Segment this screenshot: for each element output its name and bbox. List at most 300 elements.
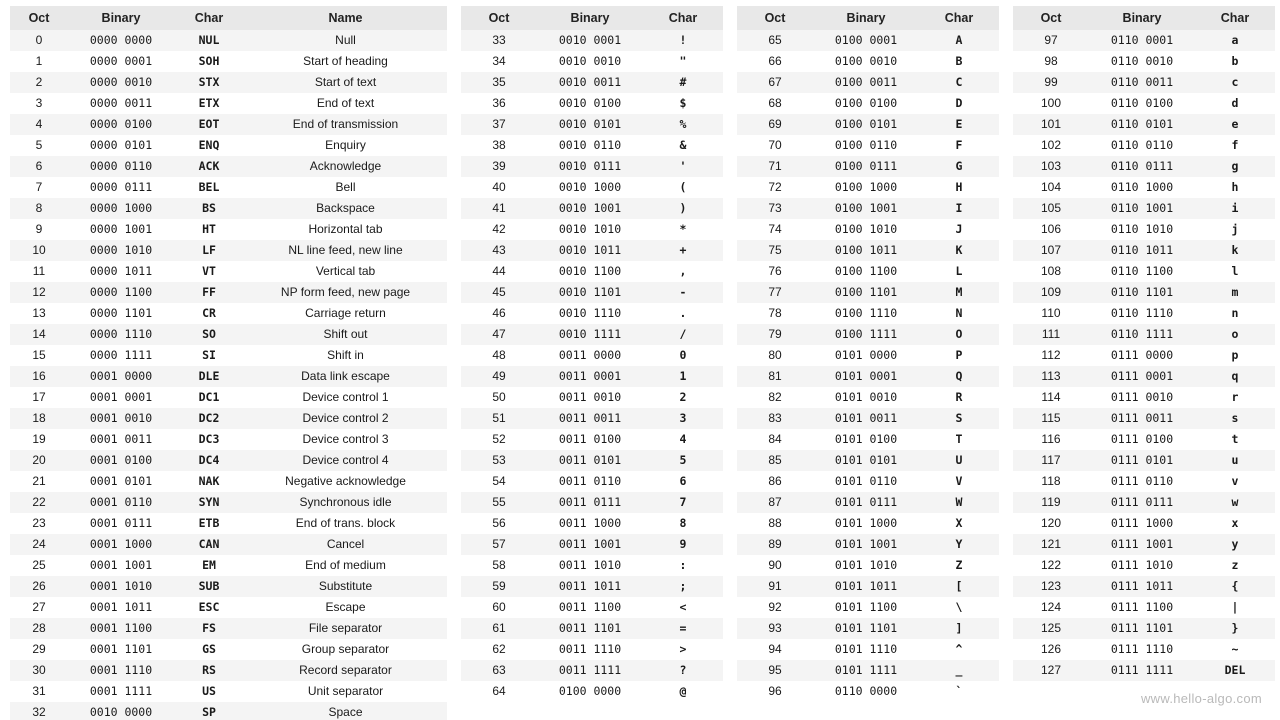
cell-bin: 0000 0100 (68, 114, 174, 135)
column-header-binary: Binary (813, 6, 919, 30)
cell-bin: 0110 1000 (1089, 177, 1195, 198)
cell-bin: 0011 0011 (537, 408, 643, 429)
cell-bin: 0100 0000 (537, 681, 643, 702)
cell-bin: 0101 0001 (813, 366, 919, 387)
cell-oct: 15 (10, 345, 68, 366)
cell-bin: 0011 0100 (537, 429, 643, 450)
table-row (10, 576, 447, 597)
table-row (737, 93, 999, 114)
cell-bin: 0101 1100 (813, 597, 919, 618)
cell-name: Vertical tab (244, 261, 447, 282)
cell-chr: DLE (174, 366, 244, 387)
table-row (10, 471, 447, 492)
cell-chr: # (643, 72, 723, 93)
cell-bin: 0111 1101 (1089, 618, 1195, 639)
cell-chr: + (643, 240, 723, 261)
cell-oct: 14 (10, 324, 68, 345)
cell-name: Device control 3 (244, 429, 447, 450)
cell-chr: f (1195, 135, 1275, 156)
cell-oct: 13 (10, 303, 68, 324)
table-row (737, 282, 999, 303)
table-row (461, 282, 723, 303)
cell-bin: 0101 0111 (813, 492, 919, 513)
cell-chr: V (919, 471, 999, 492)
cell-name: Group separator (244, 639, 447, 660)
cell-bin: 0110 1101 (1089, 282, 1195, 303)
table-row (10, 303, 447, 324)
cell-bin: 0000 1011 (68, 261, 174, 282)
column-header-char: Char (919, 6, 999, 30)
cell-chr: " (643, 51, 723, 72)
table-row (1013, 660, 1275, 681)
cell-bin: 0010 0110 (537, 135, 643, 156)
cell-chr: VT (174, 261, 244, 282)
column-header-oct: Oct (461, 6, 537, 30)
cell-oct: 55 (461, 492, 537, 513)
column-header-char: Char (643, 6, 723, 30)
cell-bin: 0001 1111 (68, 681, 174, 702)
cell-oct: 62 (461, 639, 537, 660)
cell-chr: SO (174, 324, 244, 345)
cell-oct: 103 (1013, 156, 1089, 177)
cell-oct: 41 (461, 198, 537, 219)
cell-name: Start of heading (244, 51, 447, 72)
table-row (10, 240, 447, 261)
cell-bin: 0110 1010 (1089, 219, 1195, 240)
cell-oct: 91 (737, 576, 813, 597)
cell-chr: _ (919, 660, 999, 681)
cell-chr: SYN (174, 492, 244, 513)
cell-bin: 0001 0111 (68, 513, 174, 534)
cell-chr: T (919, 429, 999, 450)
cell-oct: 115 (1013, 408, 1089, 429)
cell-oct: 18 (10, 408, 68, 429)
cell-chr: STX (174, 72, 244, 93)
cell-bin: 0100 1110 (813, 303, 919, 324)
cell-chr: GS (174, 639, 244, 660)
cell-bin: 0111 0110 (1089, 471, 1195, 492)
cell-bin: 0001 0000 (68, 366, 174, 387)
cell-oct: 57 (461, 534, 537, 555)
column-header-name: Name (244, 6, 447, 30)
table-row (10, 555, 447, 576)
cell-name: Device control 2 (244, 408, 447, 429)
cell-bin: 0100 0110 (813, 135, 919, 156)
cell-bin: 0010 0100 (537, 93, 643, 114)
cell-bin: 0000 1001 (68, 219, 174, 240)
cell-chr: 8 (643, 513, 723, 534)
cell-oct: 30 (10, 660, 68, 681)
column-header-oct: Oct (737, 6, 813, 30)
table-row (1013, 576, 1275, 597)
cell-chr: NUL (174, 30, 244, 51)
table-row (1013, 492, 1275, 513)
cell-oct: 72 (737, 177, 813, 198)
table-row (10, 492, 447, 513)
cell-oct: 76 (737, 261, 813, 282)
table-row (461, 51, 723, 72)
table-header-row (1013, 6, 1275, 30)
cell-chr: s (1195, 408, 1275, 429)
cell-bin: 0101 1000 (813, 513, 919, 534)
table-row (737, 639, 999, 660)
cell-chr: Q (919, 366, 999, 387)
cell-bin: 0101 0011 (813, 408, 919, 429)
cell-name: Enquiry (244, 135, 447, 156)
table-row (461, 387, 723, 408)
cell-name: Carriage return (244, 303, 447, 324)
column-header-oct: Oct (10, 6, 68, 30)
cell-oct: 68 (737, 93, 813, 114)
cell-bin: 0011 0000 (537, 345, 643, 366)
table-row (10, 366, 447, 387)
cell-chr: t (1195, 429, 1275, 450)
cell-oct: 97 (1013, 30, 1089, 51)
table-row (737, 681, 999, 702)
table-row (461, 177, 723, 198)
table-row (461, 114, 723, 135)
table-row (461, 303, 723, 324)
cell-oct: 113 (1013, 366, 1089, 387)
cell-oct: 58 (461, 555, 537, 576)
cell-name: NL line feed, new line (244, 240, 447, 261)
cell-name: Negative acknowledge (244, 471, 447, 492)
cell-bin: 0111 0111 (1089, 492, 1195, 513)
cell-chr: EOT (174, 114, 244, 135)
cell-chr: 6 (643, 471, 723, 492)
cell-name: End of medium (244, 555, 447, 576)
cell-chr: CAN (174, 534, 244, 555)
cell-oct: 24 (10, 534, 68, 555)
table-row (737, 576, 999, 597)
cell-chr: W (919, 492, 999, 513)
cell-oct: 27 (10, 597, 68, 618)
table-row (737, 240, 999, 261)
cell-oct: 107 (1013, 240, 1089, 261)
cell-chr: K (919, 240, 999, 261)
cell-chr: ^ (919, 639, 999, 660)
cell-chr: i (1195, 198, 1275, 219)
cell-oct: 119 (1013, 492, 1089, 513)
table-row (10, 534, 447, 555)
cell-chr: E (919, 114, 999, 135)
cell-bin: 0100 1011 (813, 240, 919, 261)
cell-bin: 0000 0101 (68, 135, 174, 156)
cell-chr: } (1195, 618, 1275, 639)
cell-chr: 7 (643, 492, 723, 513)
ascii-blocks-container (10, 6, 1275, 720)
cell-oct: 112 (1013, 345, 1089, 366)
cell-bin: 0110 0111 (1089, 156, 1195, 177)
cell-oct: 98 (1013, 51, 1089, 72)
table-row (737, 597, 999, 618)
cell-chr: ENQ (174, 135, 244, 156)
cell-bin: 0110 0010 (1089, 51, 1195, 72)
cell-chr: D (919, 93, 999, 114)
table-row (461, 408, 723, 429)
cell-oct: 12 (10, 282, 68, 303)
cell-chr: 4 (643, 429, 723, 450)
table-row (461, 450, 723, 471)
cell-bin: 0110 1100 (1089, 261, 1195, 282)
cell-bin: 0010 0101 (537, 114, 643, 135)
table-row (1013, 114, 1275, 135)
cell-chr: SUB (174, 576, 244, 597)
cell-chr: & (643, 135, 723, 156)
table-row (10, 198, 447, 219)
cell-chr: . (643, 303, 723, 324)
cell-chr: x (1195, 513, 1275, 534)
cell-oct: 100 (1013, 93, 1089, 114)
cell-bin: 0001 1100 (68, 618, 174, 639)
cell-chr: H (919, 177, 999, 198)
cell-chr: : (643, 555, 723, 576)
table-row (737, 408, 999, 429)
cell-chr: c (1195, 72, 1275, 93)
table-row (1013, 513, 1275, 534)
cell-oct: 54 (461, 471, 537, 492)
cell-oct: 48 (461, 345, 537, 366)
table-row (461, 492, 723, 513)
table-header-row (737, 6, 999, 30)
cell-chr: 3 (643, 408, 723, 429)
cell-oct: 82 (737, 387, 813, 408)
cell-name: Horizontal tab (244, 219, 447, 240)
table-row (10, 450, 447, 471)
cell-oct: 46 (461, 303, 537, 324)
cell-oct: 126 (1013, 639, 1089, 660)
table-row (461, 135, 723, 156)
cell-chr: F (919, 135, 999, 156)
cell-bin: 0011 1010 (537, 555, 643, 576)
cell-name: End of transmission (244, 114, 447, 135)
cell-chr: 2 (643, 387, 723, 408)
cell-oct: 2 (10, 72, 68, 93)
cell-bin: 0000 0111 (68, 177, 174, 198)
cell-chr: b (1195, 51, 1275, 72)
cell-oct: 60 (461, 597, 537, 618)
table-row (1013, 303, 1275, 324)
cell-chr: N (919, 303, 999, 324)
cell-oct: 28 (10, 618, 68, 639)
cell-chr: R (919, 387, 999, 408)
cell-chr: p (1195, 345, 1275, 366)
table-row (461, 618, 723, 639)
cell-oct: 21 (10, 471, 68, 492)
cell-oct: 118 (1013, 471, 1089, 492)
cell-chr: j (1195, 219, 1275, 240)
table-row (461, 429, 723, 450)
cell-bin: 0101 1111 (813, 660, 919, 681)
cell-bin: 0011 0111 (537, 492, 643, 513)
cell-chr: ; (643, 576, 723, 597)
cell-chr: 0 (643, 345, 723, 366)
column-header-binary: Binary (68, 6, 174, 30)
cell-bin: 0000 1101 (68, 303, 174, 324)
cell-bin: 0101 1001 (813, 534, 919, 555)
cell-oct: 52 (461, 429, 537, 450)
cell-oct: 70 (737, 135, 813, 156)
cell-chr: ! (643, 30, 723, 51)
cell-chr: % (643, 114, 723, 135)
table-row (737, 303, 999, 324)
cell-oct: 104 (1013, 177, 1089, 198)
cell-oct: 7 (10, 177, 68, 198)
cell-oct: 84 (737, 429, 813, 450)
table-row (737, 72, 999, 93)
cell-oct: 90 (737, 555, 813, 576)
table-row (737, 345, 999, 366)
table-row (10, 702, 447, 720)
table-row (737, 177, 999, 198)
cell-bin: 0010 0011 (537, 72, 643, 93)
cell-chr: SP (174, 702, 244, 720)
cell-bin: 0100 0101 (813, 114, 919, 135)
cell-oct: 109 (1013, 282, 1089, 303)
cell-bin: 0111 1100 (1089, 597, 1195, 618)
cell-bin: 0011 0110 (537, 471, 643, 492)
table-row (1013, 282, 1275, 303)
cell-chr: , (643, 261, 723, 282)
cell-name: Record separator (244, 660, 447, 681)
cell-oct: 45 (461, 282, 537, 303)
cell-oct: 66 (737, 51, 813, 72)
table-row (737, 555, 999, 576)
cell-bin: 0011 1011 (537, 576, 643, 597)
table-row (461, 576, 723, 597)
cell-bin: 0000 1100 (68, 282, 174, 303)
site-watermark: www.hello-algo.com (1140, 691, 1262, 706)
cell-chr: ( (643, 177, 723, 198)
cell-chr: r (1195, 387, 1275, 408)
cell-name: Synchronous idle (244, 492, 447, 513)
table-row (737, 198, 999, 219)
cell-oct: 99 (1013, 72, 1089, 93)
table-row (461, 72, 723, 93)
table-row (737, 492, 999, 513)
column-header-oct: Oct (1013, 6, 1089, 30)
cell-oct: 78 (737, 303, 813, 324)
cell-oct: 65 (737, 30, 813, 51)
cell-oct: 124 (1013, 597, 1089, 618)
cell-bin: 0010 1010 (537, 219, 643, 240)
cell-oct: 74 (737, 219, 813, 240)
cell-bin: 0100 1010 (813, 219, 919, 240)
cell-oct: 19 (10, 429, 68, 450)
cell-bin: 0111 1010 (1089, 555, 1195, 576)
table-row (461, 240, 723, 261)
table-row (10, 114, 447, 135)
cell-oct: 22 (10, 492, 68, 513)
table-row (10, 513, 447, 534)
cell-bin: 0011 1000 (537, 513, 643, 534)
table-row (1013, 471, 1275, 492)
cell-bin: 0100 1101 (813, 282, 919, 303)
table-row (1013, 93, 1275, 114)
table-row (1013, 240, 1275, 261)
cell-oct: 20 (10, 450, 68, 471)
table-row (461, 93, 723, 114)
table-row (10, 282, 447, 303)
cell-name: Device control 4 (244, 450, 447, 471)
cell-bin: 0010 1101 (537, 282, 643, 303)
cell-chr: S (919, 408, 999, 429)
cell-chr: DC4 (174, 450, 244, 471)
cell-chr: FF (174, 282, 244, 303)
table-row (1013, 555, 1275, 576)
column-header-char: Char (1195, 6, 1275, 30)
cell-chr: g (1195, 156, 1275, 177)
cell-bin: 0000 1010 (68, 240, 174, 261)
cell-bin: 0001 0110 (68, 492, 174, 513)
cell-chr: J (919, 219, 999, 240)
cell-chr: d (1195, 93, 1275, 114)
cell-oct: 101 (1013, 114, 1089, 135)
cell-bin: 0001 1000 (68, 534, 174, 555)
cell-chr: 1 (643, 366, 723, 387)
table-row (1013, 345, 1275, 366)
cell-bin: 0000 0001 (68, 51, 174, 72)
cell-bin: 0011 1100 (537, 597, 643, 618)
cell-oct: 23 (10, 513, 68, 534)
cell-bin: 0111 1001 (1089, 534, 1195, 555)
cell-chr: DEL (1195, 660, 1275, 681)
table-row (1013, 156, 1275, 177)
cell-chr: - (643, 282, 723, 303)
table-row (737, 219, 999, 240)
block-punctuation-digits (461, 6, 723, 702)
table-row (461, 471, 723, 492)
cell-chr: z (1195, 555, 1275, 576)
table-row (1013, 219, 1275, 240)
cell-bin: 0100 1000 (813, 177, 919, 198)
cell-oct: 102 (1013, 135, 1089, 156)
cell-bin: 0001 1101 (68, 639, 174, 660)
cell-bin: 0010 1100 (537, 261, 643, 282)
cell-chr: = (643, 618, 723, 639)
cell-oct: 40 (461, 177, 537, 198)
cell-name: Shift out (244, 324, 447, 345)
cell-oct: 81 (737, 366, 813, 387)
cell-oct: 123 (1013, 576, 1089, 597)
cell-bin: 0110 0110 (1089, 135, 1195, 156)
table-row (10, 618, 447, 639)
table-row (737, 471, 999, 492)
table-row (461, 555, 723, 576)
cell-oct: 75 (737, 240, 813, 261)
cell-bin: 0101 1011 (813, 576, 919, 597)
table-row (10, 156, 447, 177)
cell-chr: BS (174, 198, 244, 219)
table-row (1013, 135, 1275, 156)
cell-oct: 77 (737, 282, 813, 303)
cell-chr: HT (174, 219, 244, 240)
table-row (737, 261, 999, 282)
cell-chr: | (1195, 597, 1275, 618)
cell-chr: a (1195, 30, 1275, 51)
cell-name: File separator (244, 618, 447, 639)
cell-oct: 69 (737, 114, 813, 135)
cell-oct: 121 (1013, 534, 1089, 555)
cell-oct: 0 (10, 30, 68, 51)
table-row (10, 219, 447, 240)
cell-bin: 0011 1111 (537, 660, 643, 681)
cell-bin: 0111 0001 (1089, 366, 1195, 387)
cell-oct: 114 (1013, 387, 1089, 408)
table-row (1013, 408, 1275, 429)
cell-bin: 0111 1111 (1089, 660, 1195, 681)
cell-bin: 0010 0001 (537, 30, 643, 51)
